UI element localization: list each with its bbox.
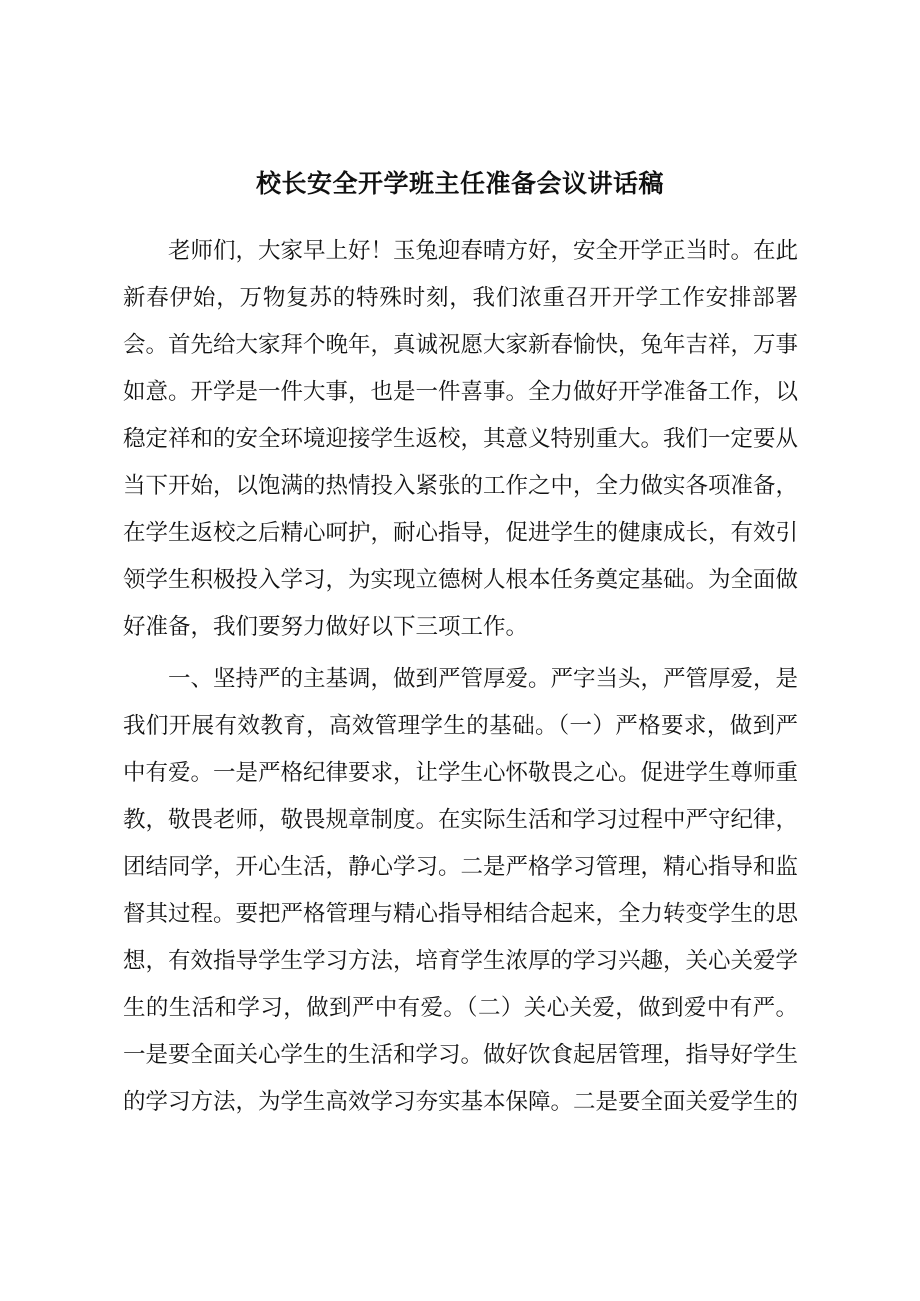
paragraph-opening: 老师们，大家早上好！玉兔迎春晴方好，安全开学正当时。在此新春伊始，万物复苏的特殊时刻，我们浓重召开开学工作安排部署会。首先给大家拜个晚年，真诚祝愿大家新春愉快，兔年吉祥，万事如意。开学是一件大事，也是一件喜事。全力做好开学准备工作，以稳定祥和的安全环境迎接学生返校，其意义特别重大。我们一定要从当下开始，以饱满的热情投入紧张的工作之中，全力做实各项准备，在学生返校之后精心呵护，耐心指导，促进学生的健康成长，有效引领学生积极投入学习，为实现立德树人根本任务奠定基础。为全面做好准备，我们要努力做好以下三项工作。	[123, 238, 799, 640]
paragraph-section-one: 一、坚持严的主基调，做到严管厚爱。严字当头，严管厚爱，是我们开展有效教育，高效管理学生的基础。（一）严格要求，做到严中有爱。一是严格纪律要求，让学生心怀敬畏之心。促进学生尊师重教，敬畏老师，敬畏规章制度。在实际生活和学习过程中严守纪律，团结同学，开心生活，静心学习。二是严格学习管理，精心指导和监督其过程。要把严格管理与精心指导相结合起来，全力转变学生的思想，有效指导学生学习方法，培育学生浓厚的学习兴趣，关心关爱学生的生活和学习，做到严中有爱。（二）关心关爱，做到爱中有严。一是要全面关心学生的生活和学习。做好饮食起居管理，指导好学生的学习方法，为学生高效学习夯实基本保障。二是要全面关爱学生的	[123, 666, 799, 1115]
document-title: 校长安全开学班主任准备会议讲话稿	[255, 169, 664, 198]
